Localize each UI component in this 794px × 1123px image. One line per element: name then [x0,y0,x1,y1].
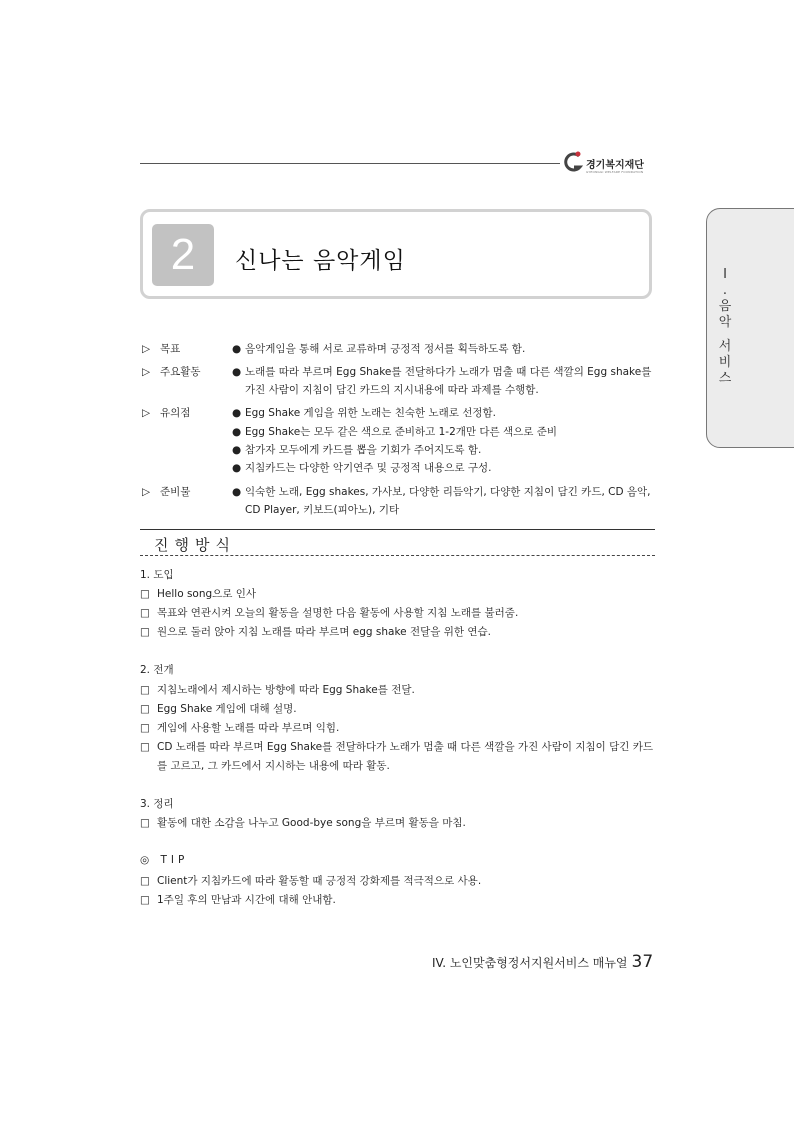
list-item: □ 지침노래에서 제시하는 방향에 따라 Egg Shake를 전달. [140,684,415,696]
side-tab-char: 비 [718,355,732,370]
list-item: □ Hello song으로 인사 [140,588,257,600]
org-subname: GYEONGGI WELFARE FOUNDATION [586,170,644,174]
step-heading: 2. 전개 [140,664,174,676]
info-label: ▷ 유의점 [142,407,191,419]
checkbox-icon: □ [140,741,150,753]
org-logo [562,150,662,178]
org-name: 경기복지재단 [586,160,644,171]
list-item: □ CD 노래를 따라 부르며 Egg Shake를 전달하다가 노래가 멈출 때 다른 색깔을 가진 사람이 지침이 담긴 카드 [140,741,653,753]
info-label: ▷ 준비물 [142,486,191,498]
bullet-icon: ● [232,444,242,456]
checkbox-icon: □ [140,875,150,887]
side-tab-char: 스 [718,371,732,386]
list-item: □ 목표와 연관시켜 오늘의 활동을 설명한 다음 활동에 사용할 지침 노래를 불러줌. [140,607,519,619]
bullet-icon: ● [232,486,242,498]
bullet-icon: ● [232,366,242,378]
info-line: ● 지침카드는 다양한 악기연주 및 긍정적 내용으로 구성. [232,462,492,474]
triangle-icon: ▷ [142,343,151,355]
info-label: ▷ 주요활동 [142,366,201,378]
side-tab-char: 악 [718,315,732,330]
checkbox-icon: □ [140,817,150,829]
list-item: □ 원으로 둘러 앉아 지침 노래를 따라 부르며 egg shake 전달을 위한 연습. [140,626,491,638]
section-rule-top [140,529,655,530]
bullet-icon: ● [232,462,242,474]
side-tab-char: . [722,283,728,298]
side-tab-char: 음 [718,299,732,314]
section-number: 2 [152,224,214,286]
step-heading: 3. 정리 [140,798,174,810]
bullet-icon: ● [232,407,242,419]
info-line-continued: CD Player, 키보드(피아노), 기타 [245,504,400,516]
procedure-title: 진행방식 [154,536,236,554]
info-line: ● Egg Shake 게임을 위한 노래는 친숙한 노래로 선정함. [232,407,497,419]
page-footer [432,952,653,972]
section-rule-dashed [140,555,655,556]
info-line: ● 익숙한 노래, Egg shakes, 가사보, 다양한 리듬악기, 다양한 지침이 담긴 카드, CD 음악, [232,486,651,498]
list-item: □ 1주일 후의 만남과 시간에 대해 안내함. [140,894,336,906]
checkbox-icon: □ [140,684,150,696]
info-line: ● 음악게임을 통해 서로 교류하며 긍정적 정서를 획득하도록 함. [232,343,526,355]
page-number: 37 [631,952,654,972]
side-tab-label [717,267,733,387]
triangle-icon: ▷ [142,407,151,419]
info-line: ● 노래를 따라 부르며 Egg Shake를 전달하다가 노래가 멈출 때 다른 색깔의 Egg shake를 [232,366,652,378]
list-item-continued: 를 고르고, 그 카드에서 지시하는 내용에 따라 활동. [157,760,390,772]
checkbox-icon: □ [140,588,150,600]
bullet-icon: ● [232,426,242,438]
double-circle-icon: ◎ [140,854,154,866]
checkbox-icon: □ [140,722,150,734]
step-heading: 1. 도입 [140,569,174,581]
checkbox-icon: □ [140,607,150,619]
checkbox-icon: □ [140,894,150,906]
list-item: □ Egg Shake 게임에 대해 설명. [140,703,297,715]
triangle-icon: ▷ [142,486,151,498]
chapter-side-tab [706,208,794,448]
logo-mark-icon [562,150,584,176]
info-line-continued: 가진 사람이 지침이 담긴 카드의 지시내용에 따라 과제를 수행함. [245,384,539,396]
bullet-icon: ● [232,343,242,355]
side-tab-char: 서 [718,339,732,354]
info-label: ▷ 목표 [142,343,181,355]
section-title-box [140,209,652,299]
info-line: ● 참가자 모두에게 카드를 뽑을 기회가 주어지도록 함. [232,444,482,456]
side-tab-gap [717,331,733,339]
list-item: □ 게임에 사용할 노래를 따라 부르며 익힘. [140,722,340,734]
header-rule [140,163,560,164]
section-title: 신나는 음악게임 [235,248,406,274]
footer-text: IV. 노인맞춤형정서지원서비스 매뉴얼 [432,956,628,970]
info-line: ● Egg Shake는 모두 같은 색으로 준비하고 1-2개만 다른 색으로 준비 [232,426,558,438]
list-item: □ Client가 지침카드에 따라 활동할 때 긍정적 강화제를 적극적으로 사용. [140,875,482,887]
tip-heading: ◎ TIP [140,854,189,866]
side-tab-char: Ⅰ [723,267,727,282]
checkbox-icon: □ [140,626,150,638]
triangle-icon: ▷ [142,366,151,378]
checkbox-icon: □ [140,703,150,715]
list-item: □ 활동에 대한 소감을 나누고 Good-bye song을 부르며 활동을 마침. [140,817,466,829]
